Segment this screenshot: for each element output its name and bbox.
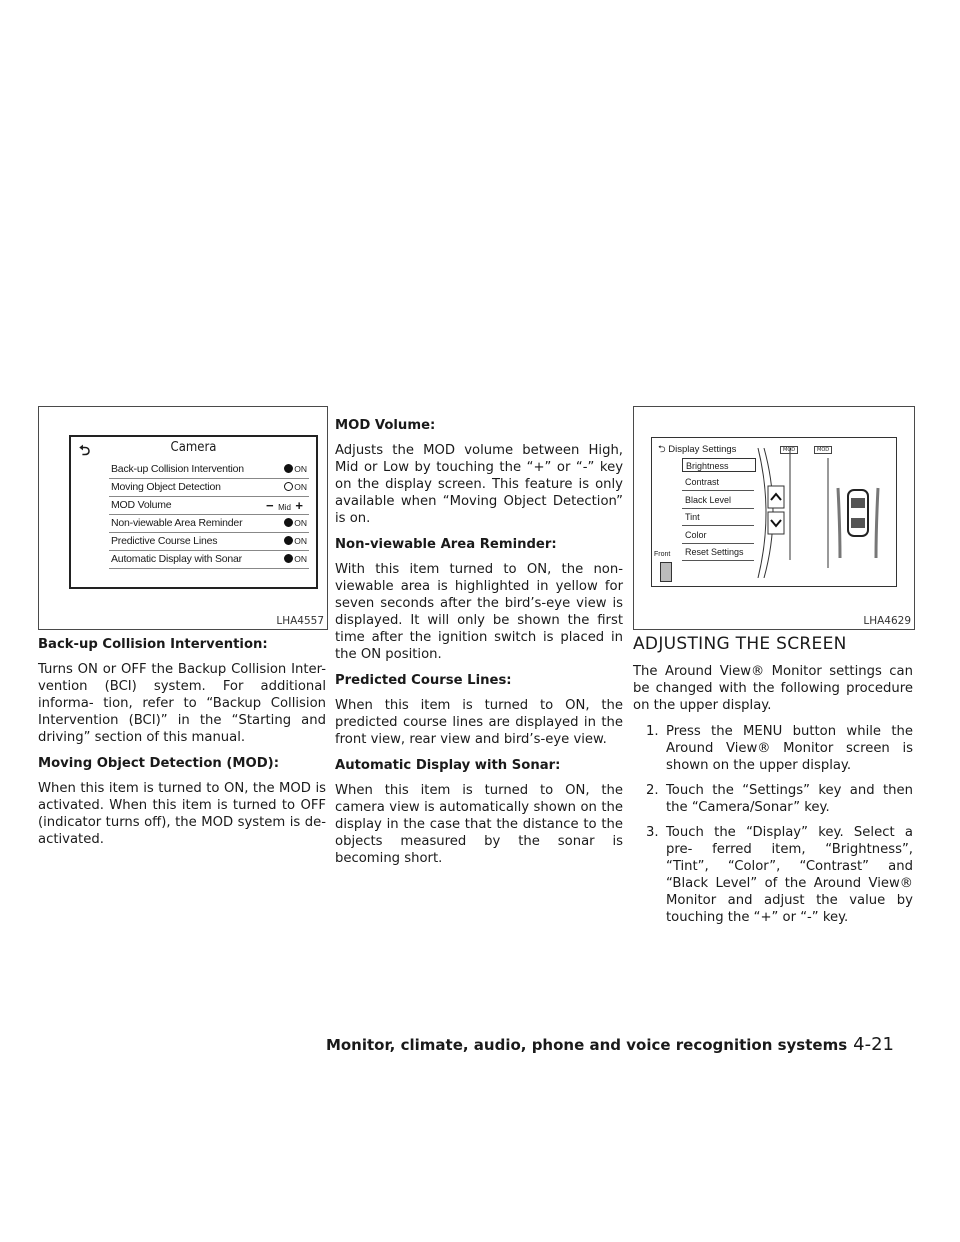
row-status: ON — [284, 518, 307, 528]
heading-mod: Moving Object Detection (MOD): — [38, 756, 279, 771]
section-title: ADJUSTING THE SCREEN — [633, 634, 847, 654]
indicator-on-icon — [284, 536, 293, 545]
text-column-2 — [335, 417, 623, 876]
row-status: ON — [284, 464, 307, 474]
ds-item-reset: Reset Settings — [682, 545, 754, 561]
paragraph-bci: Turns ON or OFF the Backup Collision Inter- vention (BCI) system. For additional informa- tion, refer to “Backup Collision Intervention (BCI)” in the “Starting and driving” section of this manual. — [38, 662, 326, 745]
row-status: ON — [284, 554, 307, 564]
paragraph-auto-display: When this item is turned to ON, the camera view is automatically shown on the display in the case that the distance to the objects measured by the sonar is becoming short. — [335, 783, 623, 866]
row-status: ON — [284, 536, 307, 546]
indicator-on-icon — [284, 518, 293, 527]
volume-value: Mid — [278, 503, 291, 512]
text-column-3 — [633, 636, 913, 934]
page-number: 4-21 — [853, 1034, 894, 1055]
row-label: MOD Volume — [111, 499, 172, 511]
heading-auto-display: Automatic Display with Sonar: — [335, 758, 561, 773]
birds-eye-view-icon — [810, 458, 894, 568]
text-column-1 — [38, 636, 326, 857]
display-settings-header: ⮌ Display Settings — [658, 444, 737, 455]
camera-row-bci — [109, 461, 309, 479]
paragraph-mod: When this item is turned to ON, the MOD is activated. When this item is turned to OFF (indicator turns off), the MOD system is de- activated. — [38, 781, 326, 847]
row-label: Non-viewable Area Reminder — [111, 517, 243, 529]
row-status: ON — [284, 482, 307, 492]
camera-row-auto-display — [109, 551, 309, 569]
back-arrow-icon: ⮌ — [658, 444, 666, 455]
camera-row-non-viewable — [109, 515, 309, 533]
list-item: 2. Touch the “Settings” key and then the “Camera/Sonar” key. — [646, 783, 913, 815]
camera-row-course-lines — [109, 533, 309, 551]
minus-icon: − — [266, 498, 274, 513]
ds-item-color: Color — [682, 528, 754, 544]
indicator-on-icon — [284, 554, 293, 563]
heading-mod-volume: MOD Volume: — [335, 418, 436, 433]
camera-screen-title: Camera — [170, 440, 217, 455]
page-footer — [326, 1034, 894, 1055]
paragraph-intro: The Around View® Monitor settings can be changed with the following procedure on the upper display. — [633, 664, 913, 713]
ds-item-contrast: Contrast — [682, 475, 754, 491]
steps-list — [633, 723, 913, 926]
heading-bci: Back-up Collision Intervention: — [38, 637, 268, 652]
ds-item-tint: Tint — [682, 510, 754, 526]
mod-badge: MOD — [780, 446, 798, 454]
row-label: Automatic Display with Sonar — [111, 553, 242, 565]
indicator-on-icon — [284, 464, 293, 473]
figure-display-settings — [633, 406, 915, 630]
ds-item-brightness: Brightness — [682, 458, 756, 472]
row-label: Moving Object Detection — [111, 481, 221, 493]
front-label: Front — [654, 551, 671, 558]
display-settings-screen — [651, 437, 897, 587]
plus-icon: + — [295, 498, 303, 513]
paragraph-mod-volume: Adjusts the MOD volume between High, Mid or Low by touching the “+” or “-” key on the display screen. This feature is only available when “Moving Object Detection” is on. — [335, 443, 623, 526]
paragraph-course-lines: When this item is turned to ON, the predicted course lines are displayed in the front view, rear view and bird’s-eye view. — [335, 698, 623, 747]
mod-badge: MOD — [814, 446, 832, 454]
back-arrow-icon: ⮌ — [79, 443, 91, 459]
list-item: 1. Press the MENU button while the Around View® Monitor screen is shown on the upper display. — [646, 724, 913, 773]
heading-course-lines: Predicted Course Lines: — [335, 673, 512, 688]
figure-label: LHA4557 — [276, 615, 324, 627]
scroll-arrows-icon — [756, 448, 796, 578]
list-item: 3. Touch the “Display” key. Select a pre- ferred item, “Brightness”, “Tint”, “Color”, “Contrast” and “Black Level” of the Around View® Monitor and adjust the value by touching the “+” or “-” key. — [646, 825, 913, 925]
volume-control — [266, 498, 303, 513]
figure-label: LHA4629 — [863, 615, 911, 627]
footer-section: Monitor, climate, audio, phone and voice recognition systems — [325, 1036, 848, 1054]
figure-camera-settings — [38, 406, 328, 630]
camera-screen — [69, 435, 318, 589]
indicator-off-icon — [284, 482, 293, 491]
camera-row-mod-volume — [109, 497, 309, 515]
camera-row-mod — [109, 479, 309, 497]
paragraph-non-viewable: With this item turned to ON, the non- viewable area is highlighted in yellow for seven seconds after the bird’s-eye view is displayed. It will only be shown the first time after the ignition switch is placed in the ON position. — [335, 562, 623, 662]
row-label: Predictive Course Lines — [111, 535, 218, 547]
car-icon — [660, 562, 672, 582]
ds-item-black-level: Black Level — [682, 493, 754, 509]
heading-non-viewable: Non-viewable Area Reminder: — [335, 537, 557, 552]
row-label: Back-up Collision Intervention — [111, 463, 244, 475]
